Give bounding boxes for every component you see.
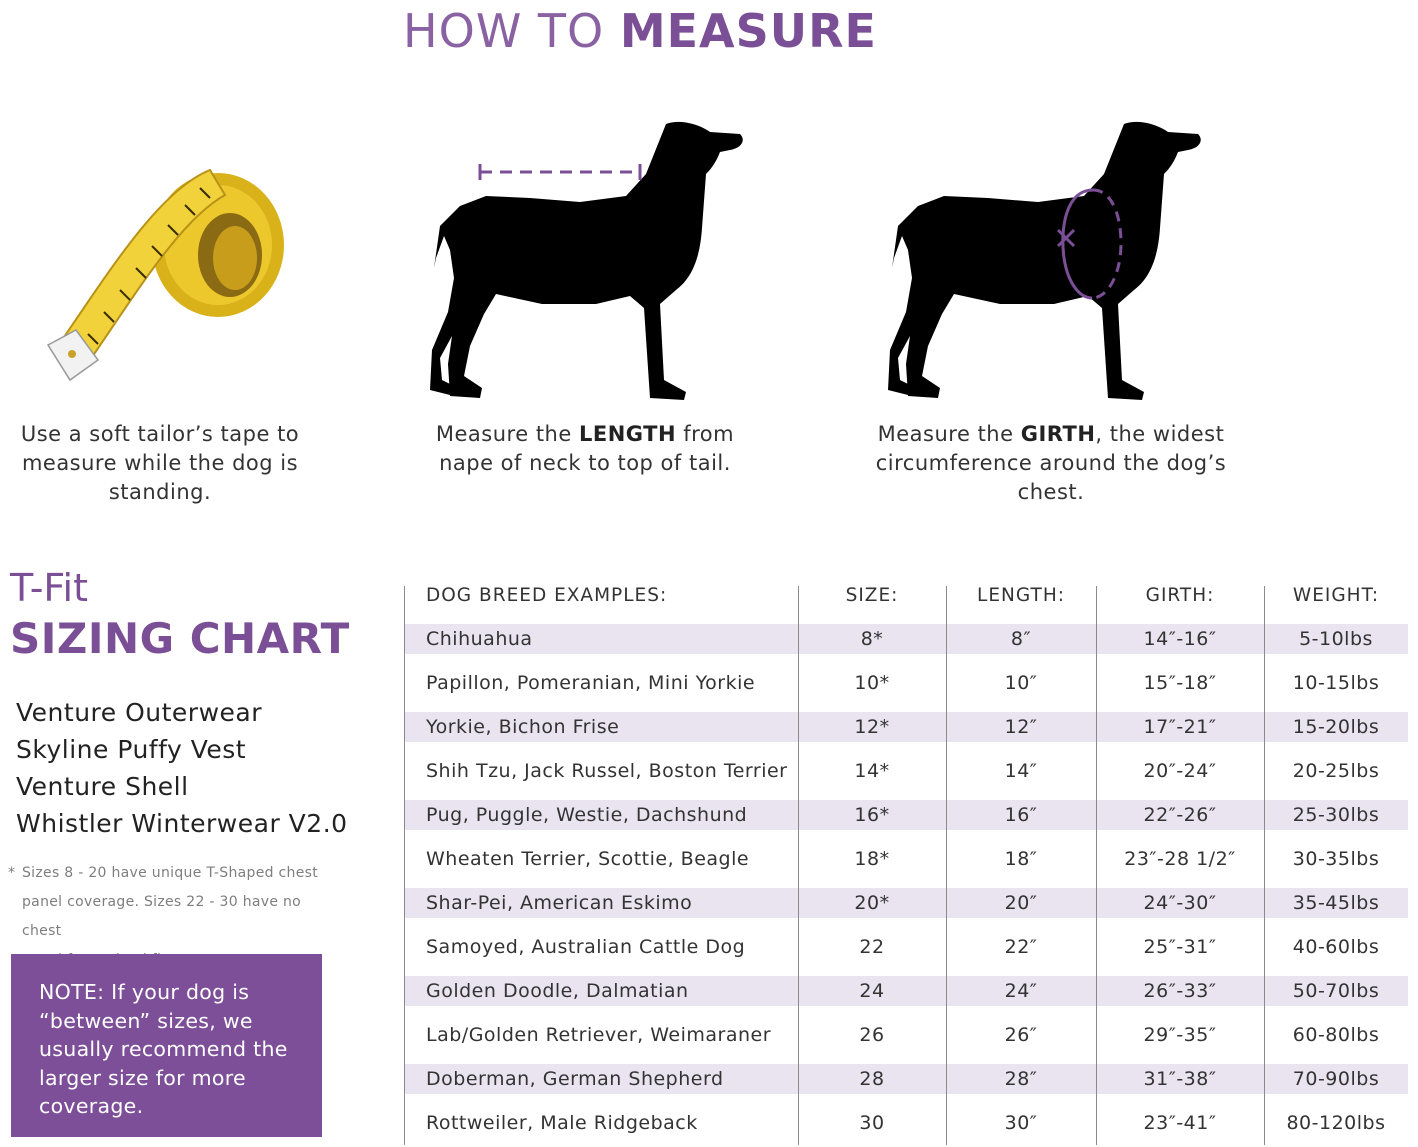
title-bold: MEASURE — [619, 4, 877, 58]
cell-breed: Rottweiler, Male Ridgeback — [426, 1112, 698, 1134]
cell-breed: Chihuahua — [426, 628, 533, 650]
caption-length-line1 — [420, 420, 750, 449]
product-item: Skyline Puffy Vest — [16, 735, 247, 764]
cell-weight: 70-90lbs — [1292, 1068, 1380, 1090]
caption-girth-line1 — [870, 420, 1232, 449]
cell-girth: 23″-28 1/2″ — [1124, 848, 1236, 870]
column-divider — [798, 586, 799, 1145]
footnote-line: panel coverage. Sizes 22 - 30 have no chest — [22, 894, 302, 939]
column-divider — [946, 586, 947, 1145]
cell-size: 26 — [859, 1024, 885, 1046]
product-item: Venture Outerwear — [16, 698, 262, 727]
cell-weight: 60-80lbs — [1292, 1024, 1380, 1046]
cell-size: 24 — [859, 980, 885, 1002]
note-line: “between” sizes, we — [39, 1008, 253, 1033]
product-item: Venture Shell — [16, 772, 189, 801]
caption-length-bold: LENGTH — [578, 422, 677, 446]
page-title — [0, 4, 1280, 58]
caption-girth-line3: chest. — [1017, 480, 1085, 504]
cell-weight: 20-25lbs — [1292, 760, 1380, 782]
cell-length: 12″ — [1004, 716, 1038, 738]
table-row — [404, 1064, 1408, 1094]
footnote-star: * — [8, 865, 16, 881]
cell-girth: 29″-35″ — [1143, 1024, 1217, 1046]
table-row — [404, 932, 1408, 962]
cell-girth: 20″-24″ — [1143, 760, 1217, 782]
cell-length: 20″ — [1004, 892, 1038, 914]
table-row — [404, 668, 1408, 698]
cell-size: 28 — [859, 1068, 885, 1090]
column-divider — [1264, 586, 1265, 1145]
caption-length-post: from — [676, 422, 735, 446]
column-divider — [404, 586, 405, 1145]
note-line: larger size for more — [39, 1065, 246, 1090]
cell-weight: 35-45lbs — [1292, 892, 1380, 914]
table-row — [404, 756, 1408, 786]
cell-breed: Samoyed, Australian Cattle Dog — [426, 936, 746, 958]
note-line: usually recommend the — [39, 1037, 288, 1061]
footnote-line: Sizes 8 - 20 have unique T-Shaped chest — [22, 865, 319, 881]
caption-tape-line3: standing. — [108, 480, 212, 504]
header-length: LENGTH: — [977, 585, 1065, 606]
cell-size: 14* — [854, 760, 890, 782]
cell-breed: Wheaten Terrier, Scottie, Beagle — [426, 848, 750, 870]
table-row — [404, 1020, 1408, 1050]
cell-girth: 23″-41″ — [1143, 1112, 1217, 1134]
cell-breed: Doberman, German Shepherd — [426, 1068, 724, 1090]
caption-tape — [10, 420, 310, 507]
cell-breed: Pug, Puggle, Westie, Dachshund — [426, 804, 748, 826]
cell-size: 20* — [854, 892, 890, 914]
cell-length: 24″ — [1004, 980, 1038, 1002]
table-row — [404, 976, 1408, 1006]
header-size: SIZE: — [845, 585, 899, 606]
table-row — [404, 1108, 1408, 1138]
caption-length-pre: Measure the — [435, 422, 579, 446]
title-light: HOW TO — [403, 4, 605, 58]
table-row — [404, 624, 1408, 654]
note-line: NOTE: If your dog is — [39, 980, 250, 1004]
cell-size: 10* — [854, 672, 890, 694]
caption-tape-line1: Use a soft tailor’s tape to — [20, 422, 300, 446]
cell-weight: 40-60lbs — [1292, 936, 1380, 958]
product-list — [16, 694, 348, 842]
cell-breed: Lab/Golden Retriever, Weimaraner — [426, 1024, 772, 1046]
header-weight: WEIGHT: — [1292, 585, 1380, 606]
cell-length: 30″ — [1004, 1112, 1038, 1134]
caption-girth-post: , the widest — [1095, 422, 1225, 446]
cell-girth: 25″-31″ — [1143, 936, 1217, 958]
cell-weight: 10-15lbs — [1292, 672, 1380, 694]
note-line: coverage. — [39, 1094, 144, 1118]
caption-girth-line2: circumference around the dog’s — [875, 451, 1227, 475]
cell-breed: Shar-Pei, American Eskimo — [426, 892, 693, 914]
cell-weight: 50-70lbs — [1292, 980, 1380, 1002]
caption-girth-bold: GIRTH — [1020, 422, 1096, 446]
cell-girth: 26″-33″ — [1143, 980, 1217, 1002]
column-divider — [1096, 586, 1097, 1145]
cell-girth: 24″-30″ — [1143, 892, 1217, 914]
caption-girth-pre: Measure the — [877, 422, 1021, 446]
cell-length: 10″ — [1004, 672, 1038, 694]
measuring-tape-icon — [40, 150, 290, 385]
cell-size: 18* — [854, 848, 890, 870]
caption-length — [420, 420, 750, 478]
cell-length: 26″ — [1004, 1024, 1038, 1046]
note-box — [11, 954, 322, 1137]
table-header-row — [404, 581, 1408, 611]
cell-length: 18″ — [1004, 848, 1038, 870]
cell-breed: Golden Doodle, Dalmatian — [426, 980, 689, 1002]
cell-length: 8″ — [1010, 628, 1032, 650]
cell-size: 16* — [854, 804, 890, 826]
header-breed: DOG BREED EXAMPLES: — [426, 585, 668, 606]
cell-breed: Shih Tzu, Jack Russel, Boston Terrier — [426, 760, 788, 782]
cell-length: 22″ — [1004, 936, 1038, 958]
table-row — [404, 888, 1408, 918]
caption-tape-line2: measure while the dog is — [21, 451, 299, 475]
cell-weight: 5-10lbs — [1299, 628, 1373, 650]
table-row — [404, 712, 1408, 742]
cell-size: 8* — [860, 628, 884, 650]
cell-weight: 25-30lbs — [1292, 804, 1380, 826]
cell-girth: 15″-18″ — [1143, 672, 1217, 694]
cell-girth: 14″-16″ — [1143, 628, 1217, 650]
cell-breed: Yorkie, Bichon Frise — [426, 716, 620, 738]
caption-girth — [870, 420, 1232, 507]
cell-length: 16″ — [1004, 804, 1038, 826]
cell-breed: Papillon, Pomeranian, Mini Yorkie — [426, 672, 756, 694]
cell-size: 12* — [854, 716, 890, 738]
cell-weight: 15-20lbs — [1292, 716, 1380, 738]
header-girth: GIRTH: — [1145, 585, 1215, 606]
product-item: Whistler Winterwear V2.0 — [16, 809, 348, 838]
cell-girth: 17″-21″ — [1143, 716, 1217, 738]
cell-length: 28″ — [1004, 1068, 1038, 1090]
cell-length: 14″ — [1004, 760, 1038, 782]
dog-girth-icon — [888, 118, 1218, 408]
cell-size: 30 — [859, 1112, 885, 1134]
cell-weight: 30-35lbs — [1292, 848, 1380, 870]
table-row — [404, 800, 1408, 830]
sizing-chart-heading: SIZING CHART — [10, 614, 350, 663]
dog-length-icon — [430, 118, 750, 408]
caption-length-line2: nape of neck to top of tail. — [439, 451, 731, 475]
table-row — [404, 844, 1408, 874]
cell-size: 22 — [859, 936, 885, 958]
cell-girth: 22″-26″ — [1143, 804, 1217, 826]
tfit-label: T-Fit — [10, 566, 88, 610]
cell-weight: 80-120lbs — [1286, 1112, 1386, 1134]
cell-girth: 31″-38″ — [1143, 1068, 1217, 1090]
